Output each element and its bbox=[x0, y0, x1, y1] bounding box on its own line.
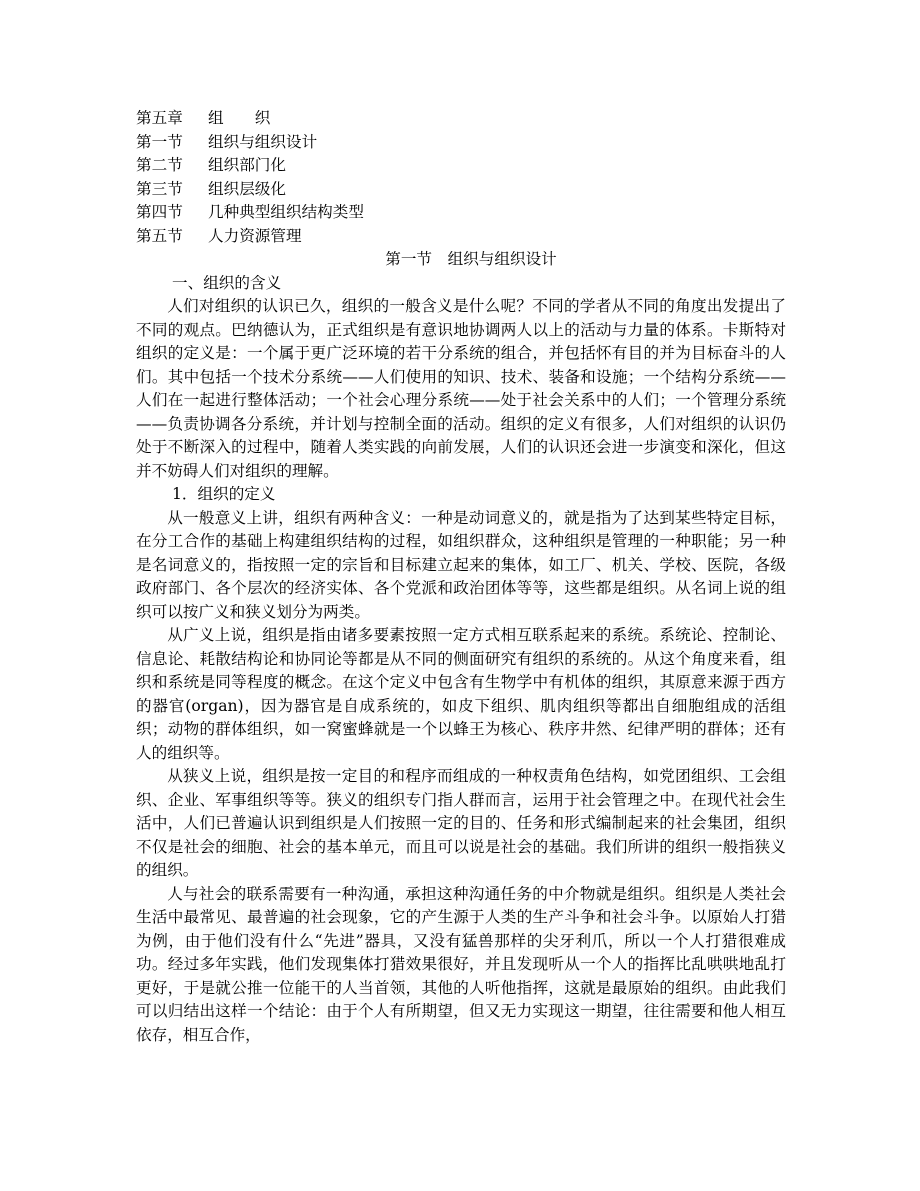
toc-row bbox=[136, 154, 796, 178]
paragraph-society-link: 人与社会的联系需要有一种沟通，承担这种沟通任务的中介物就是组织。组织是人类社会生活中最常见、最普遍的社会现象，它的产生源于人类的生产斗争和社会斗争。以原始人打猎为例，由于他们没有什么“先进”器具，又没有猛兽那样的尖牙利爪，所以一个人打猎很难成功。经过多年实践，他们发现集体打猎效果很好，并且发现听从一个人的指挥比乱哄哄地乱打更好，于是就公推一位能干的人当首领，其他的人听他指挥，这就是最原始的组织。由此我们可以归结出这样一个结论：由于个人有所期望，但又无力实现这一期望，往往需要和他人相互依存，相互合作， bbox=[136, 884, 786, 1044]
paragraph-broad-sense: 从广义上说，组织是指由诸多要素按照一定方式相互联系起来的系统。系统论、控制论、信息论、耗散结构论和协同论等都是从不同的侧面研究有组织的系统的。从这个角度来看，组织和系统是同等程度的概念。在这个定义中包含有生物学中有机体的组织，其原意来源于西方的器官(organ)，因为器官是自成系统的，如皮下组织、肌肉组织等都出自细胞组成的活组织；动物的群体组织，如一窝蜜蜂就是一个以蜂王为核心、秩序井然、纪律严明的群体；还有人的组织等。 bbox=[136, 626, 786, 762]
toc-row bbox=[136, 225, 796, 249]
subheading-meaning: 一、组织的含义 bbox=[172, 273, 282, 292]
toc-chapter-title: 组 织 bbox=[208, 109, 271, 127]
section-title: 第一节 组织与组织设计 bbox=[385, 250, 557, 268]
toc-section-number: 第四节 bbox=[136, 203, 183, 221]
toc-section-title: 组织层级化 bbox=[208, 179, 286, 198]
toc-section-number: 第三节 bbox=[136, 179, 183, 198]
paragraph-narrow-sense: 从狭义上说，组织是按一定目的和程序而组成的一种权责角色结构，如党团组织、工会组织、企业、军事组织等等。狭义的组织专门指人群而言，运用于社会管理之中。在现代社会生活中，人们已普遍认识到组织是人们按照一定的目的、任务和形式编制起来的社会集团，组织不仅是社会的细胞、社会的基本单元，而且可以说是社会的基础。我们所讲的组织一般指狭义的组织。 bbox=[136, 767, 786, 879]
toc-row bbox=[136, 178, 796, 202]
toc-row bbox=[136, 107, 796, 131]
toc-section-number: 第五节 bbox=[136, 226, 183, 245]
paragraph-intro: 人们对组织的认识已久，组织的一般含义是什么呢？不同的学者从不同的角度出发提出了不同的观点。巴纳德认为，正式组织是有意识地协调两人以上的活动与力量的体系。卡斯特对组织的定义是：一个属于更广泛环境的若干分系统的组合，并包括怀有目的并为目标奋斗的人们。其中包括一个技术分系统——人们使用的知识、技术、装备和设施；一个结构分系统——人们在一起进行整体活动；一个社会心理分系统——处于社会关系中的人们；一个管理分系统——负责协调各分系统，并计划与控制全面的活动。组织的定义有很多，人们对组织的认识仍处于不断深入的过程中，随着人类实践的向前发展，人们的认识还会进一步演变和深化，但这并不妨碍人们对组织的理解。 bbox=[136, 297, 786, 480]
toc-chapter-number: 第五章 bbox=[136, 109, 183, 127]
toc-section-title: 组织部门化 bbox=[208, 156, 286, 174]
subheading-definition: 1．组织的定义 bbox=[172, 485, 276, 503]
document-body bbox=[136, 248, 786, 1047]
toc-section-title: 几种典型组织结构类型 bbox=[208, 203, 364, 221]
toc-row bbox=[136, 131, 796, 155]
toc-section-number: 第二节 bbox=[136, 156, 183, 174]
table-of-contents bbox=[136, 107, 796, 248]
paragraph-two-meanings: 从一般意义上讲，组织有两种含义：一种是动词意义的，就是指为了达到某些特定目标，在分工合作的基础上构建组织结构的过程，如组织群众，这种组织是管理的一种职能；另一种是名词意义的，指按照一定的宗旨和目标建立起来的集体，如工厂、机关、学校、医院，各级政府部门、各个层次的经济实体、各个党派和政治团体等等，这些都是组织。从名词上说的组织可以按广义和狭义划分为两类。 bbox=[136, 508, 786, 621]
toc-section-title: 人力资源管理 bbox=[208, 226, 302, 245]
toc-section-number: 第一节 bbox=[136, 132, 183, 151]
toc-section-title: 组织与组织设计 bbox=[208, 132, 318, 151]
toc-row bbox=[136, 201, 796, 225]
